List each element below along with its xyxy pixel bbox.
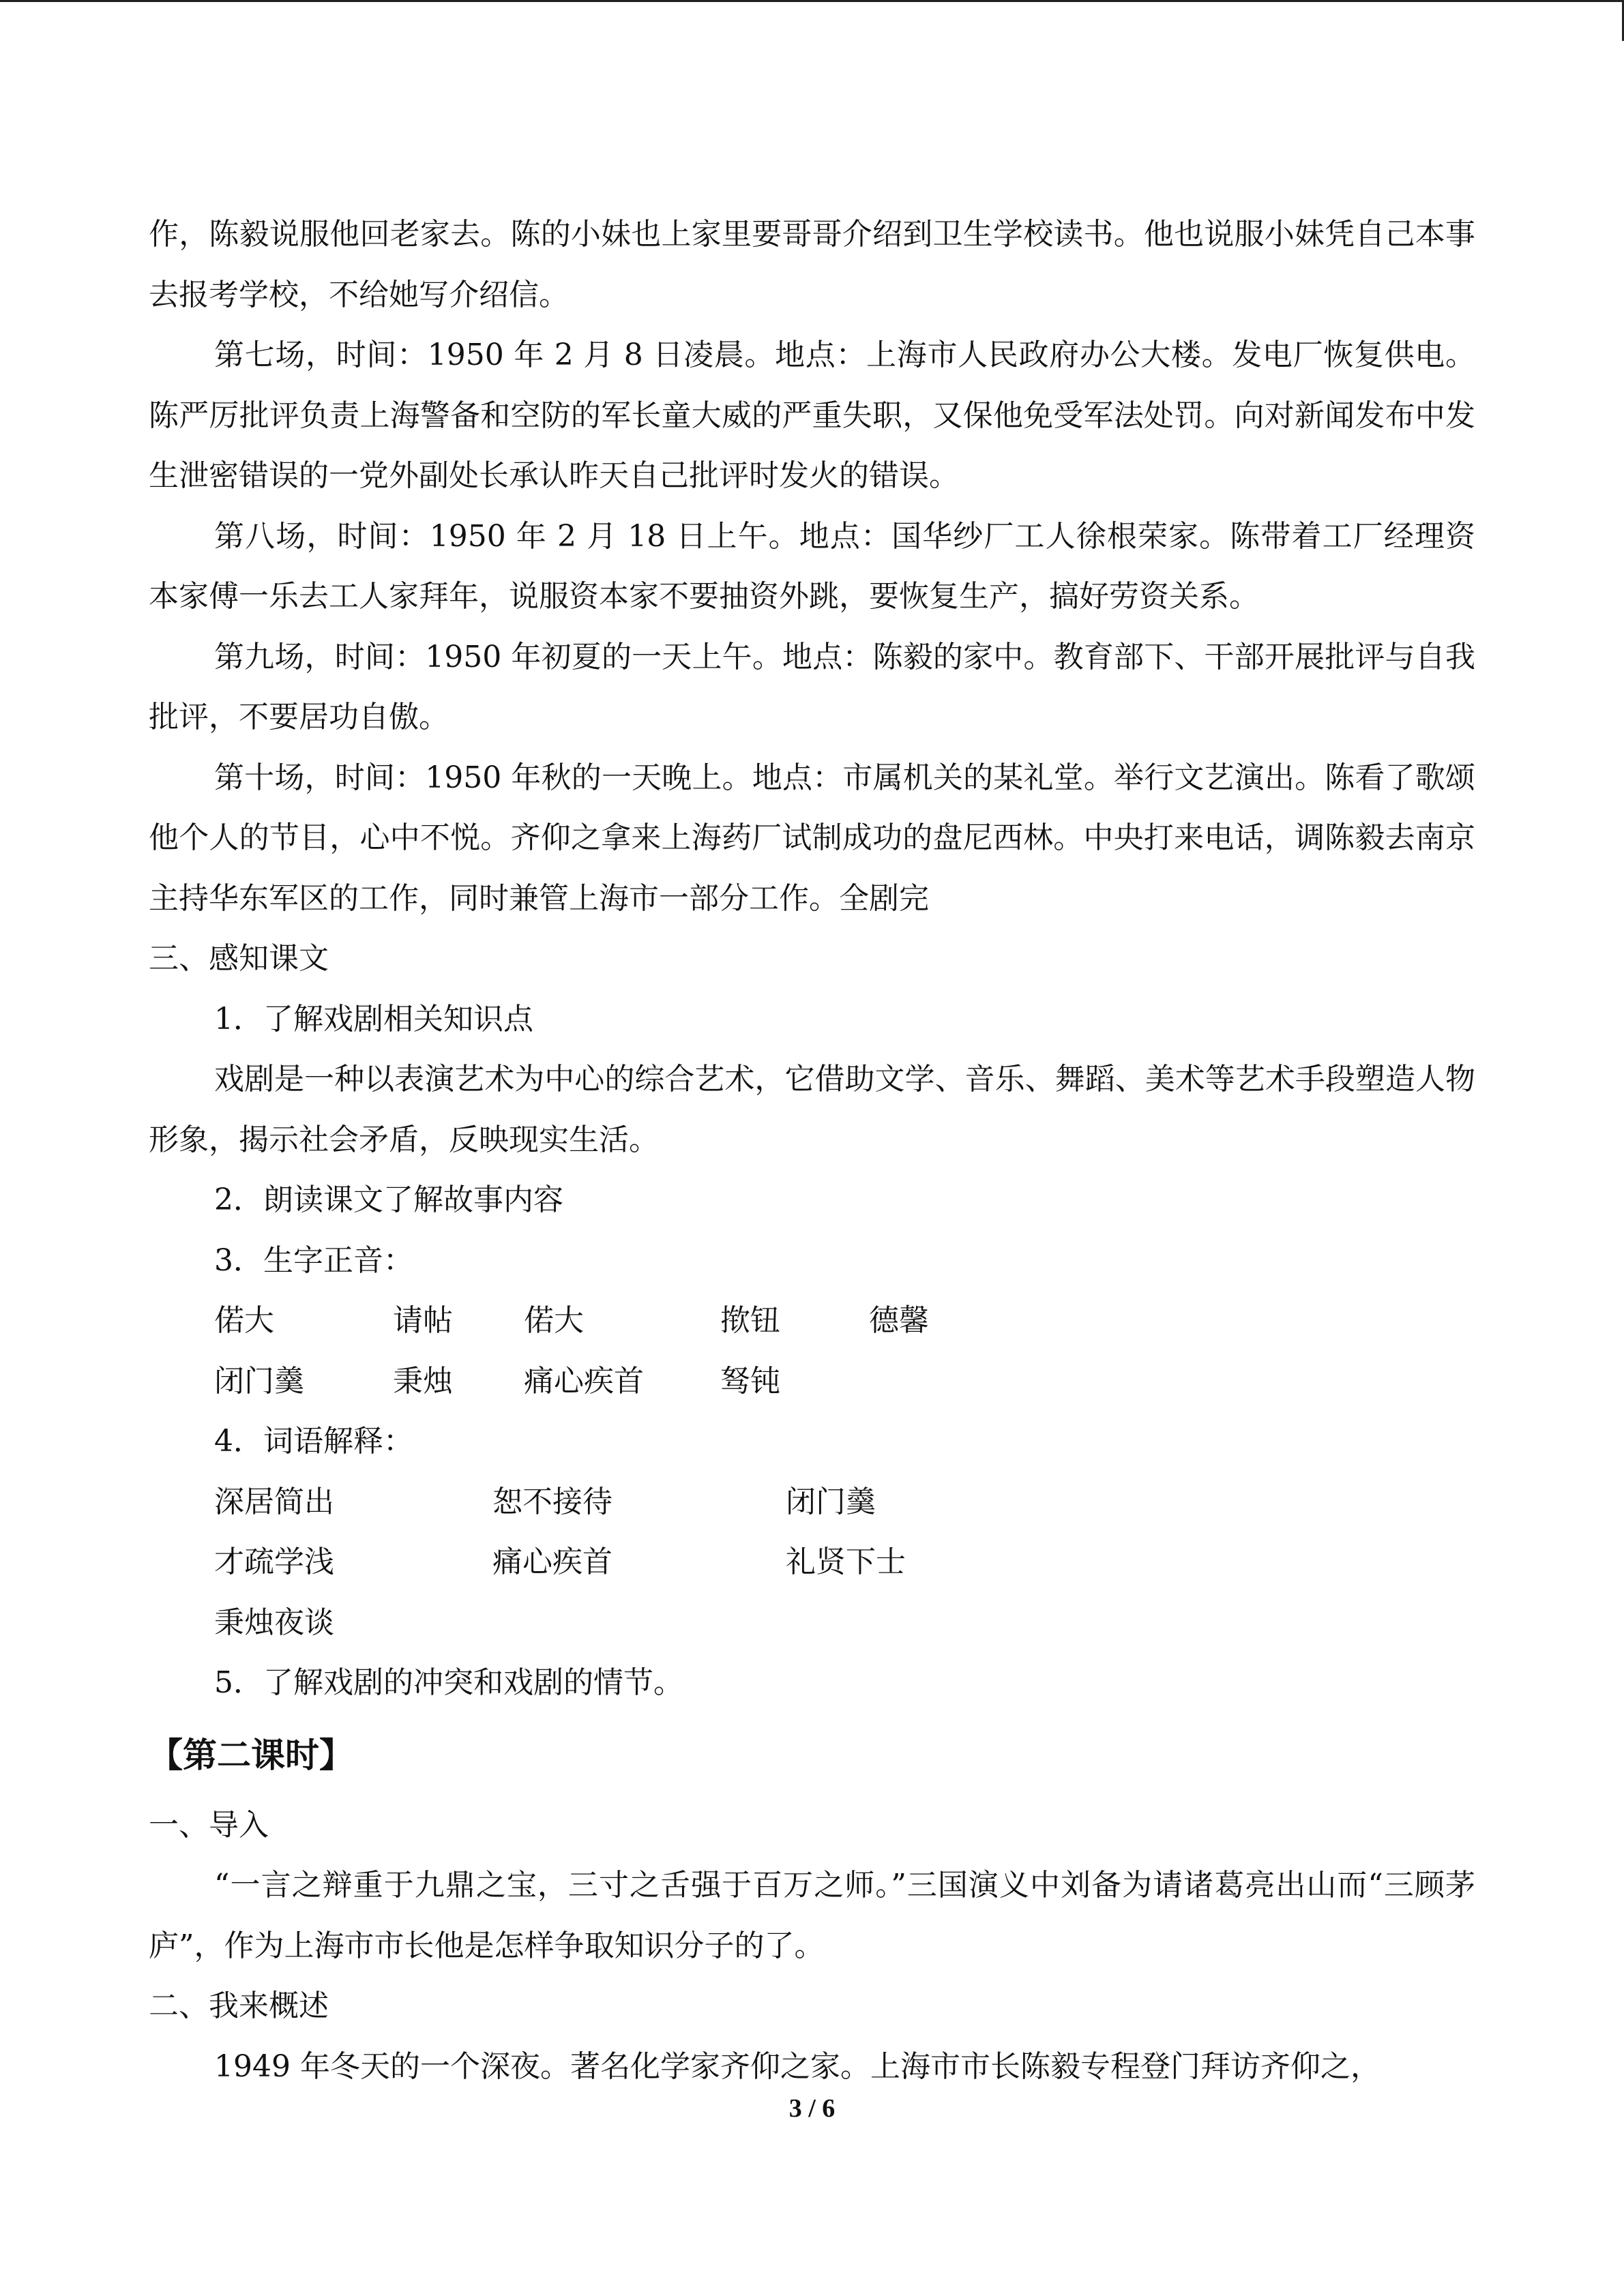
list-item-2: 2．朗读课文了解故事内容 [214, 1182, 563, 1217]
word-cell: 偌大 [214, 1303, 274, 1338]
section-title-summary: 二、我来概述 [149, 1988, 329, 2023]
section-title-intro: 一、导入 [149, 1807, 269, 1843]
list-item-1-text: 戏剧是一种以表演艺术为中心的综合艺术，它借助文学、音乐、舞蹈、美术等艺术手段塑造人物形象，揭示社会矛盾，反映现实生活。 [149, 1062, 1475, 1157]
word-cell: 恕不接待 [492, 1484, 612, 1519]
top-border-line [0, 0, 1624, 2]
word-cell: 痛心疾首 [524, 1363, 644, 1399]
word-cell: 礼贤下士 [786, 1545, 906, 1579]
vocab-row-1 [149, 1472, 1475, 1533]
word-cell: 深居简出 [214, 1484, 334, 1519]
vocab-row-2 [149, 1532, 1475, 1593]
paragraph-continued: 作，陈毅说服他回老家去。陈的小妹也上家里要哥哥介绍到卫生学校读书。他也说服小妹凭自己本事去报考学校，不给她写介绍信。 [149, 217, 1475, 312]
document-body [149, 205, 1475, 2097]
paragraph-scene-8: 第八场，时间：1950 年 2 月 18 日上午。地点：国华纱厂工人徐根荣家。陈带着工厂经理资本家傅一乐去工人家拜年，说服资本家不要抽资外跳，要恢复生产，搞好劳资关系。 [149, 518, 1475, 614]
pronunciation-row-1 [149, 1291, 1475, 1352]
word-cell: 闭门羹 [786, 1484, 876, 1519]
list-item-3: 3．生字正音： [214, 1242, 413, 1278]
word-cell: 秉烛夜谈 [214, 1605, 334, 1640]
lesson-heading: 【第二课时】 [149, 1735, 353, 1775]
summary-paragraph: 1949 年冬天的一个深夜。著名化学家齐仰之家。上海市市长陈毅专程登门拜访齐仰之， [214, 2048, 1381, 2084]
paragraph-scene-7: 第七场，时间：1950 年 2 月 8 日凌晨。地点：上海市人民政府办公大楼。发电厂恢复供电。陈严厉批评负责上海警备和空防的军长童大威的严重失职，又保他免受军法处罚。向对新闻发布中发生泄密错误的一党外副处长承认昨天自己批评时发火的错误。 [149, 338, 1475, 493]
list-item-5: 5．了解戏剧的冲突和戏剧的情节。 [214, 1665, 683, 1700]
list-item-1: 1．了解戏剧相关知识点 [214, 1001, 533, 1037]
section-title-3: 三、感知课文 [149, 941, 329, 976]
pronunciation-row-2 [149, 1352, 1475, 1412]
word-cell: 痛心疾首 [492, 1545, 612, 1579]
word-cell: 驽钝 [720, 1363, 780, 1399]
vocab-row-3 [149, 1593, 1475, 1654]
word-cell: 秉烛 [393, 1363, 453, 1399]
word-cell: 揿钮 [720, 1303, 780, 1338]
word-cell: 才疏学浅 [214, 1545, 334, 1579]
intro-paragraph: “一言之辩重于九鼎之宝，三寸之舌强于百万之师。”三国演义中刘备为请诸葛亮出山而“三顾茅庐”，作为上海市市长他是怎样争取知识分子的了。 [149, 1868, 1475, 1963]
page-number: 3 / 6 [788, 2094, 836, 2123]
paragraph-scene-10: 第十场，时间：1950 年秋的一天晚上。地点：市属机关的某礼堂。举行文艺演出。陈看了歌颂他个人的节目，心中不悦。齐仰之拿来上海药厂试制成功的盘尼西林。中央打来电话，调陈毅去南京主持华东军区的工作，同时兼管上海市一部分工作。全剧完 [149, 760, 1475, 916]
word-cell: 德馨 [869, 1303, 929, 1338]
paragraph-scene-9: 第九场，时间：1950 年初夏的一天上午。地点：陈毅的家中。教育部下、干部开展批评与自我批评，不要居功自傲。 [149, 639, 1475, 734]
word-cell: 闭门羹 [214, 1363, 304, 1399]
word-cell: 请帖 [393, 1303, 453, 1338]
list-item-4: 4．词语解释： [214, 1424, 413, 1459]
word-cell: 偌大 [524, 1303, 584, 1338]
